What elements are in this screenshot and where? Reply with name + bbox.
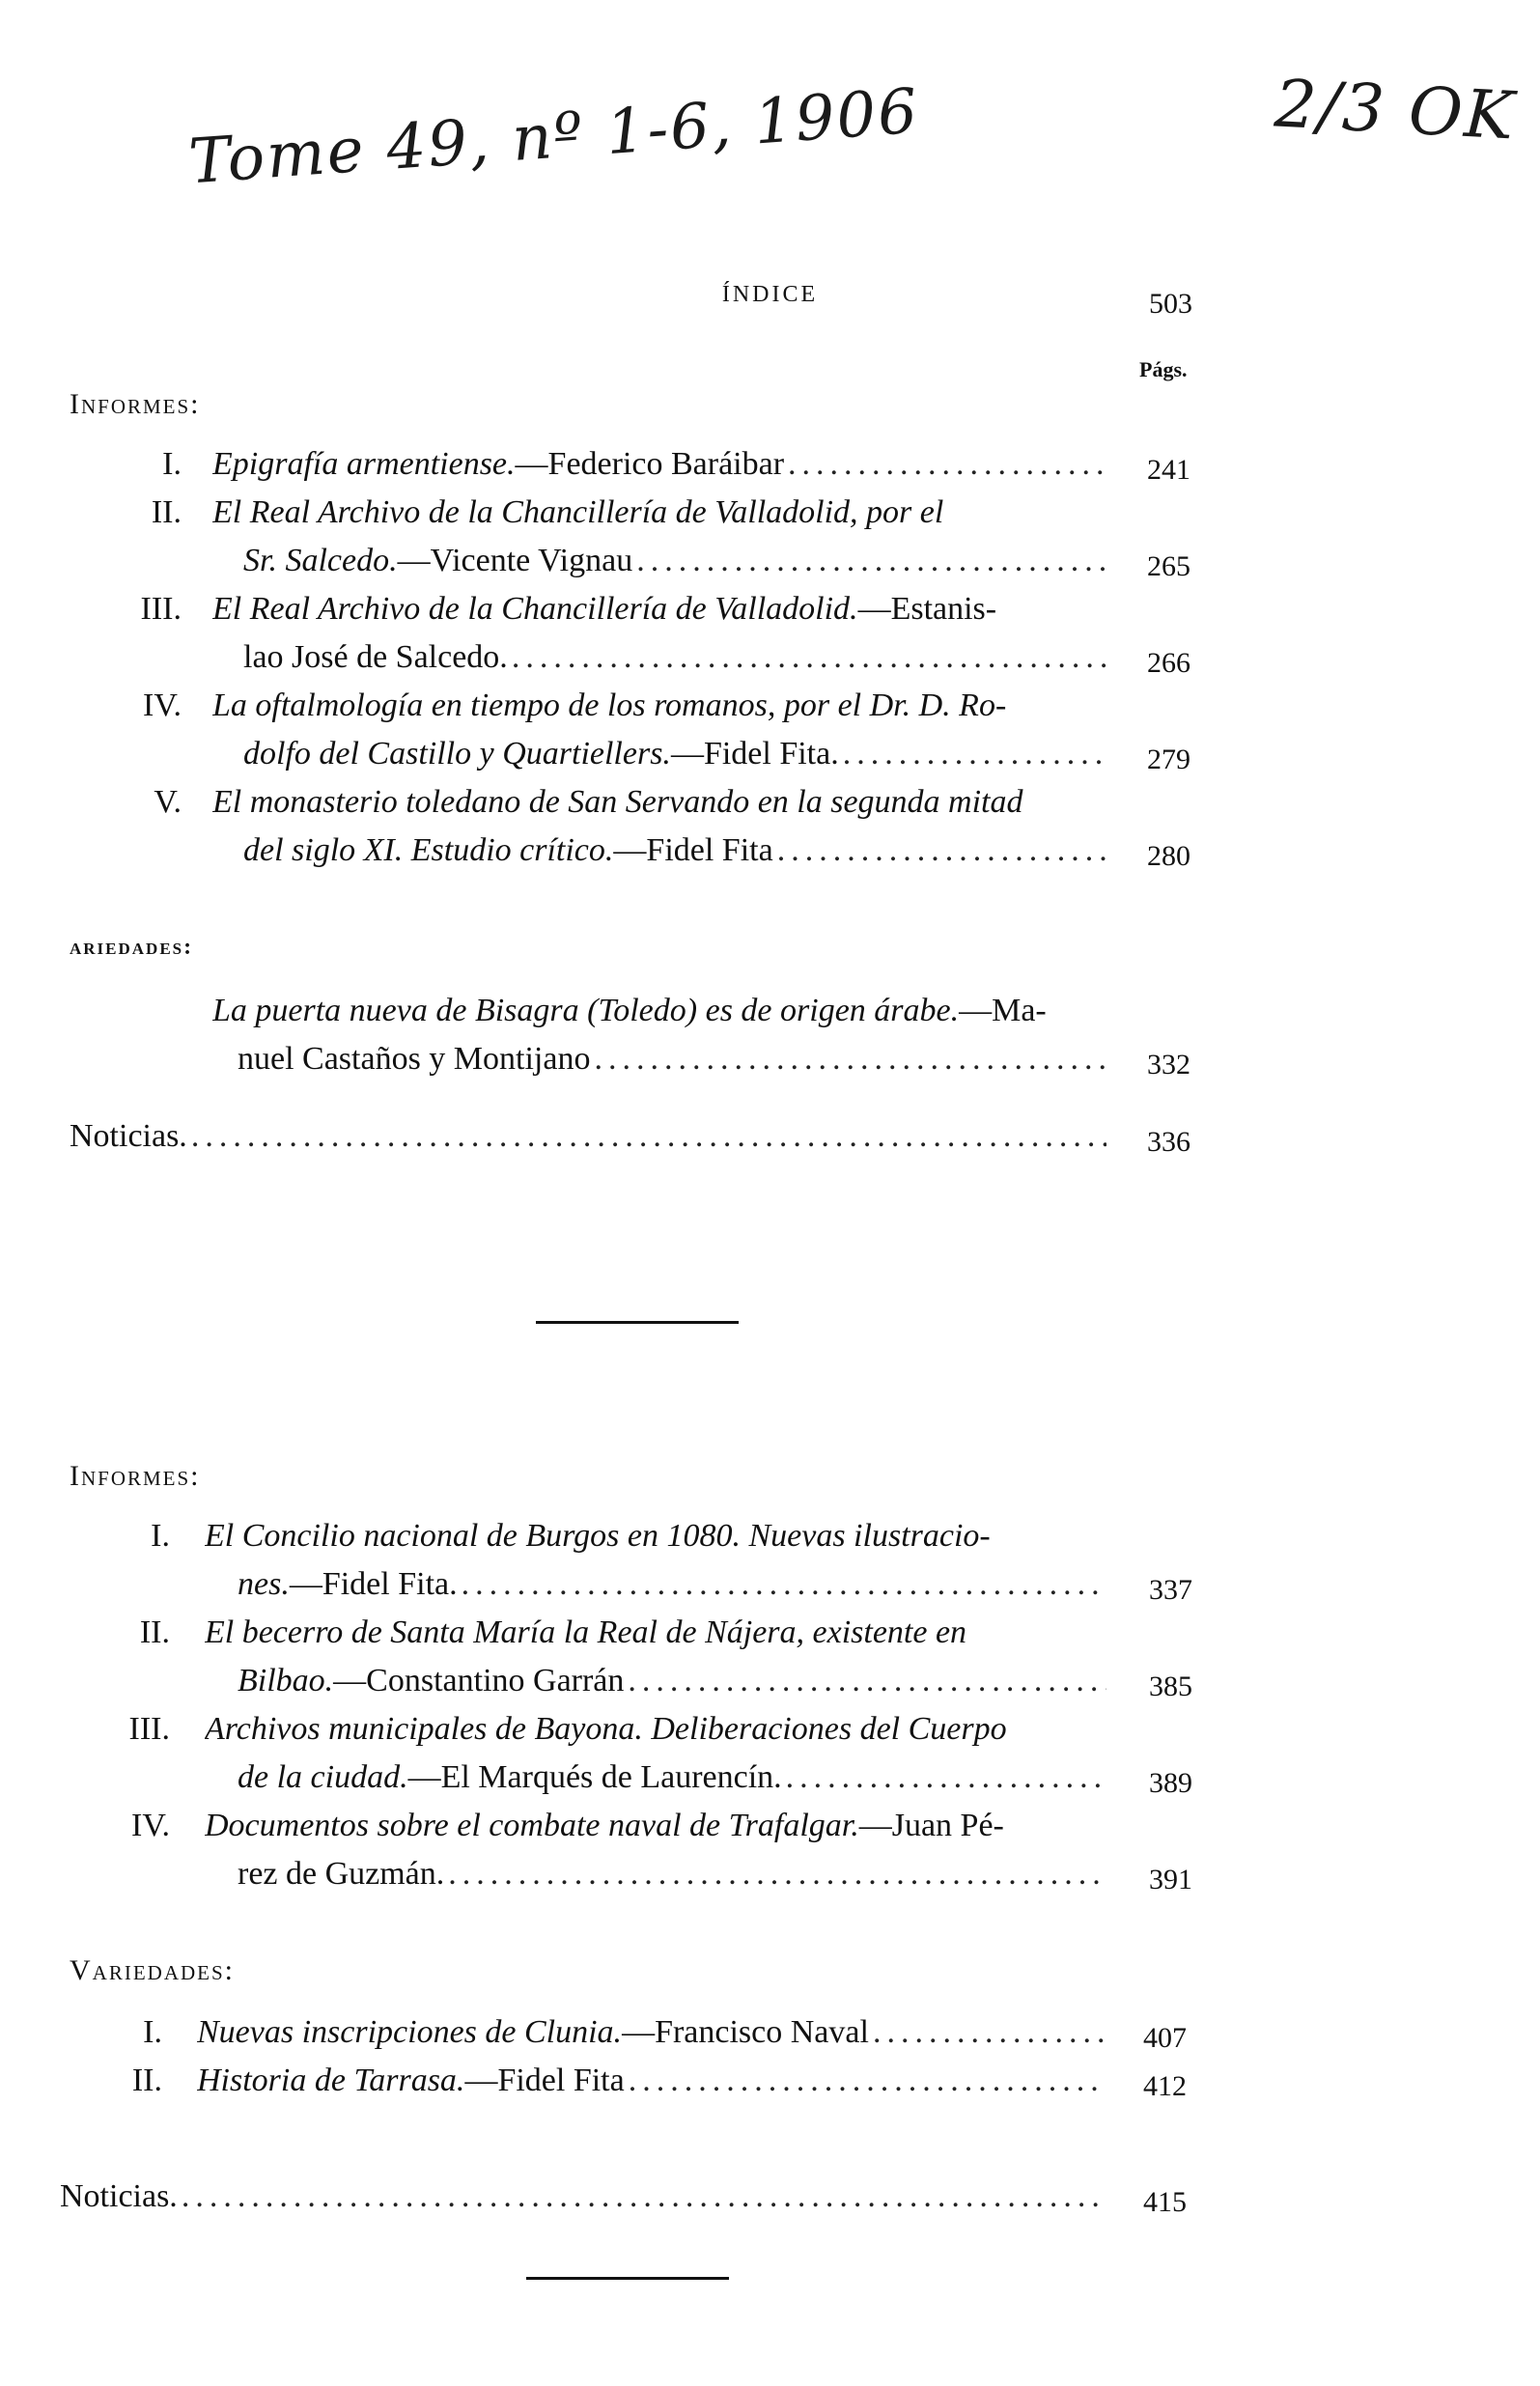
entry-author: —El Marqués de Laurencín. [407, 1759, 782, 1795]
entry-line [212, 682, 1120, 730]
leader-dots [628, 1657, 1106, 1705]
entry-title-cont: Bilbao. [238, 1663, 334, 1698]
entry-title: La oftalmología en tiempo de los romanos, por el Dr. D. Ro- [212, 688, 1007, 723]
entry-title: El becerro de Santa María la Real de Nájera, existente en [205, 1614, 967, 1650]
leader-dots [629, 2057, 1106, 2105]
entry-page: 337 [1149, 1574, 1192, 1606]
section-heading-informes-1: Informes: [70, 388, 201, 420]
entry-page: 385 [1149, 1670, 1192, 1702]
entry-page: 389 [1149, 1767, 1192, 1799]
entry-numeral: II. [131, 2063, 162, 2098]
entry-author-cont: rez de Guzmán. [238, 1856, 445, 1892]
entry-numeral: IV. [131, 1808, 170, 1843]
entry-line [70, 1112, 1110, 1161]
entry-title: El Real Archivo de la Chancillería de Valladolid. [212, 591, 858, 627]
leader-dots [448, 1850, 1106, 1898]
entry-title: Nuevas inscripciones de Clunia. [197, 2014, 623, 2050]
entry-page: 407 [1143, 2022, 1187, 2054]
leader-dots [594, 1035, 1106, 1083]
noticias-label: Noticias. [70, 1118, 187, 1154]
entry-numeral: II. [139, 1614, 170, 1650]
section-heading-variedades-1: ariedades: [70, 935, 194, 960]
entry-page: 391 [1149, 1864, 1192, 1895]
entry-line [212, 585, 1120, 633]
entry-author-cont: lao José de Salcedo. [243, 639, 508, 675]
leader-dots [788, 440, 1106, 489]
entry-title: La puerta nueva de Bisagra (Toledo) es de origen árabe. [212, 993, 960, 1028]
leader-dots [191, 1112, 1106, 1161]
entry-page: 412 [1143, 2070, 1187, 2102]
entry-title-cont: de la ciudad. [238, 1759, 408, 1795]
entry-numeral: I. [151, 1518, 170, 1554]
entry-line [238, 1754, 1110, 1802]
entry-line [212, 987, 1120, 1035]
entry-line [243, 730, 1110, 778]
entry-author: —Estanis- [857, 591, 997, 627]
leader-dots [777, 827, 1106, 875]
entry-title: Documentos sobre el combate naval de Trafalgar. [205, 1808, 859, 1843]
entry-line [205, 1609, 1132, 1657]
handwritten-check-note: 2/3 OK [1273, 66, 1518, 155]
leader-dots [462, 1560, 1106, 1609]
entry-author: —Francisco Naval [622, 2014, 869, 2050]
entry-title: El Concilio nacional de Burgos en 1080. Nuevas ilustracio- [205, 1518, 991, 1554]
leader-dots [873, 2008, 1106, 2057]
leader-dots [786, 1754, 1106, 1802]
entry-line [205, 1512, 1132, 1560]
entry-line [197, 2008, 1110, 2057]
leader-dots [843, 730, 1106, 778]
entry-numeral: IV. [143, 688, 182, 723]
page-title: ÍNDICE [721, 282, 819, 307]
entry-page: 332 [1147, 1049, 1190, 1081]
entry-title-cont: del siglo XI. Estudio crítico. [243, 832, 614, 868]
pages-column-label: Págs. [1139, 357, 1188, 381]
section-heading-variedades-2: Variedades: [70, 1954, 235, 1986]
entry-page: 241 [1147, 454, 1190, 486]
entry-line [205, 1802, 1132, 1850]
entry-page: 279 [1147, 744, 1190, 775]
entry-line [205, 1705, 1132, 1754]
entry-numeral: III. [140, 591, 182, 627]
entry-numeral: I. [162, 446, 182, 482]
entry-author: —Federico Baráibar [515, 446, 785, 482]
entry-title-cont: dolfo del Castillo y Quartiellers. [243, 736, 671, 772]
leader-dots [182, 2173, 1106, 2221]
section-divider [526, 2277, 729, 2280]
entry-page: 266 [1147, 647, 1190, 679]
entry-title-cont: nes. [238, 1566, 290, 1602]
entry-author: —Vicente Vignau [397, 543, 633, 578]
entry-line [238, 1850, 1110, 1898]
entry-line [197, 2057, 1110, 2105]
entry-author: —Juan Pé- [858, 1808, 1004, 1843]
entry-title: El monasterio toledano de San Servando en la segunda mitad [212, 784, 1023, 820]
entry-page: 415 [1143, 2186, 1187, 2218]
entry-numeral: II. [151, 494, 182, 530]
entry-author-cont: nuel Castaños y Montijano [238, 1041, 591, 1077]
entry-title: Historia de Tarrasa. [197, 2063, 465, 2098]
entry-line [243, 537, 1110, 585]
entry-line [243, 633, 1110, 682]
page-number: 503 [1149, 288, 1192, 320]
entry-line [238, 1035, 1110, 1083]
entry-line [212, 440, 1110, 489]
entry-line [243, 827, 1110, 875]
section-heading-informes-2: Informes: [70, 1460, 201, 1492]
entry-title: Epigrafía armentiense. [212, 446, 516, 482]
section-divider [536, 1321, 739, 1324]
entry-author: —Constantino Garrán [333, 1663, 625, 1698]
entry-author: —Fidel Fita [464, 2063, 625, 2098]
entry-numeral: III. [128, 1711, 170, 1747]
entry-page: 280 [1147, 840, 1190, 872]
entry-line [212, 489, 1120, 537]
entry-page: 265 [1147, 550, 1190, 582]
entry-page: 336 [1147, 1126, 1190, 1158]
entry-line [238, 1657, 1110, 1705]
entry-title: El Real Archivo de la Chancillería de Valladolid, por el [212, 494, 944, 530]
leader-dots [512, 633, 1106, 682]
handwritten-volume-note: Tome 49, nº 1-6, 1906 [186, 75, 922, 199]
entry-line [60, 2173, 1110, 2221]
entry-author: —Fidel Fita. [289, 1566, 458, 1602]
entry-line [212, 778, 1125, 827]
noticias-label: Noticias. [60, 2178, 178, 2214]
entry-title-cont: Sr. Salcedo. [243, 543, 398, 578]
entry-numeral: V. [154, 784, 182, 820]
entry-author: —Fidel Fita [613, 832, 773, 868]
entry-author: —Ma- [959, 993, 1047, 1028]
entry-title: Archivos municipales de Bayona. Deliberaciones del Cuerpo [205, 1711, 1007, 1747]
entry-line [238, 1560, 1110, 1609]
entry-author: —Fidel Fita. [670, 736, 839, 772]
leader-dots [636, 537, 1106, 585]
entry-numeral: I. [143, 2014, 162, 2050]
